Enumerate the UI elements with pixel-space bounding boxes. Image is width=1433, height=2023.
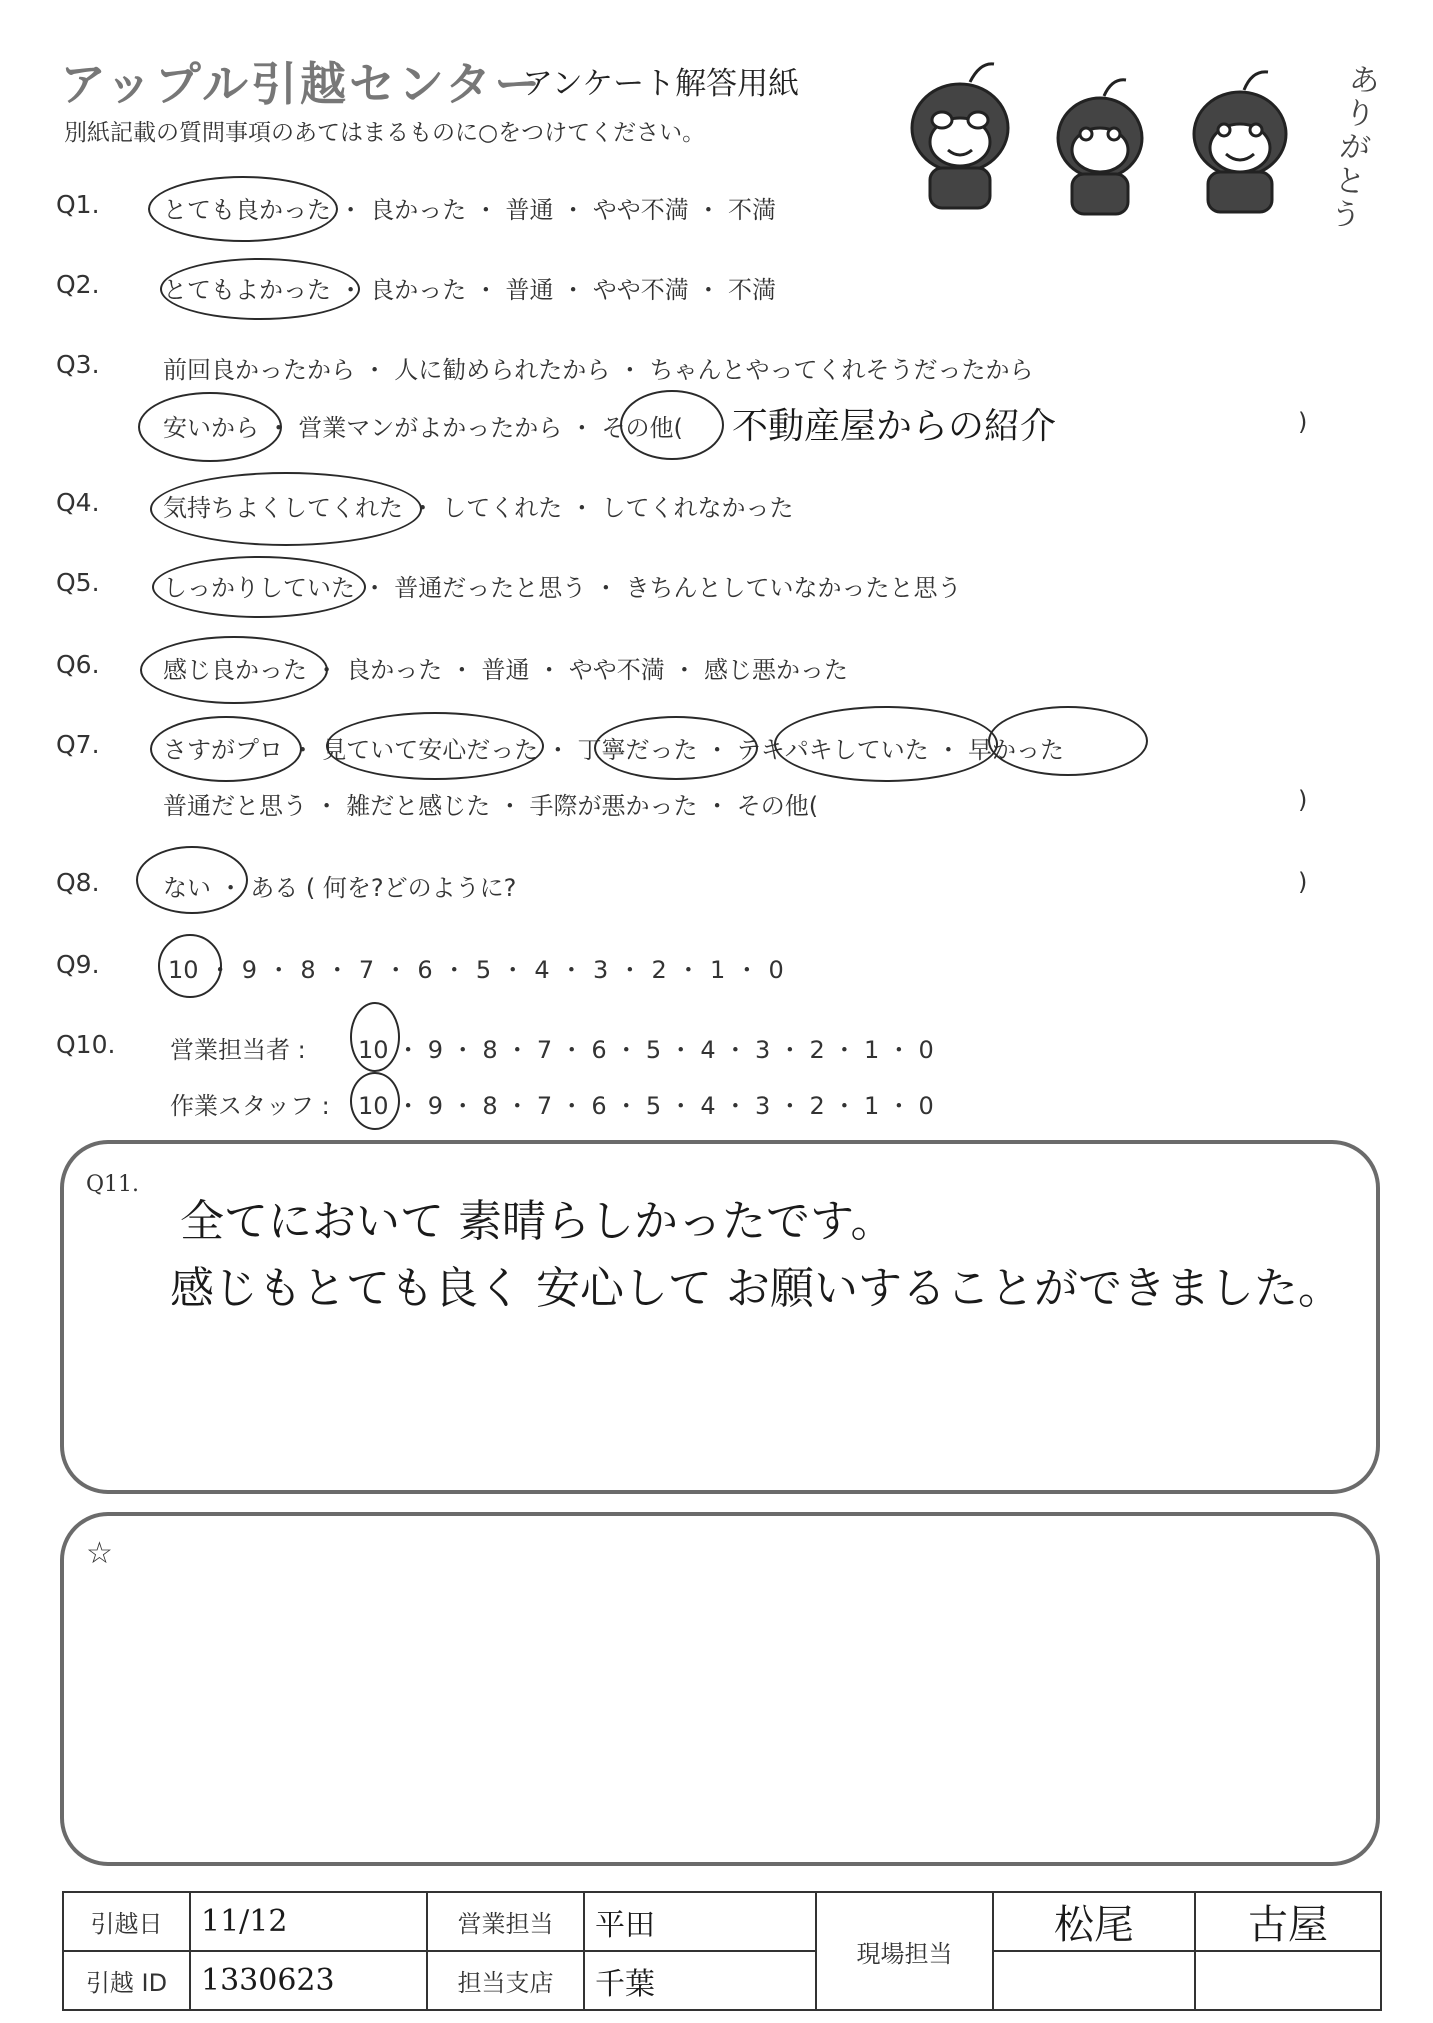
q10-staff-label: 作業スタッフ : [170, 1092, 330, 1120]
q6-options: 感じ良かった ・ 良かった ・ 普通 ・ やや不満 ・ 感じ悪かった [163, 656, 849, 684]
form-title: アンケート解答用紙 [522, 66, 800, 102]
q3-options-line1: 前回良かったから ・ 人に勧められたから ・ ちゃんとやってくれそうだったから [163, 356, 1034, 384]
q5-answer-circle [152, 556, 366, 618]
q11-comment-line1: 全てにおいて 素晴らしかったです。 [180, 1196, 895, 1247]
q4-answer-circle [150, 472, 422, 546]
move-date-label: 引越日 [63, 1892, 190, 1951]
q7-options-line2: 普通だと思う ・ 雑だと感じた ・ 手際が悪かった ・ その他( [163, 792, 819, 820]
q8-close-paren: ) [1298, 868, 1308, 896]
q9-answer-circle [158, 934, 222, 998]
branch-label: 担当支店 [427, 1951, 584, 2010]
q8-options: ない ・ ある ( 何を?どのように? [163, 874, 517, 902]
q1-options: とても良かった ・ 良かった ・ 普通 ・ やや不満 ・ 不満 [163, 196, 777, 224]
brand-title: アップル引越センター [60, 57, 544, 111]
q6-answer-circle [140, 636, 328, 704]
branch-value: 千葉 [584, 1951, 816, 2010]
q7-answer-circle-polite [594, 716, 758, 780]
q3-close-paren: ) [1298, 408, 1308, 436]
q7-answer-circle-safe [326, 712, 544, 780]
move-date-value: 11/12 [190, 1892, 427, 1951]
instructions: 別紙記載の質問事項のあてはまるものに○をつけてください。 [64, 120, 706, 146]
thanks-text: ありがとう [1328, 61, 1382, 235]
q10-sales-scale: 10 ・ 9 ・ 8 ・ 7 ・ 6 ・ 5 ・ 4 ・ 3 ・ 2 ・ 1 ・ 0 [358, 1036, 934, 1064]
q4-number: Q4. [56, 488, 100, 517]
q7-close-paren: ) [1298, 786, 1308, 814]
sales-rep-label: 営業担当 [427, 1892, 584, 1951]
star-box-label: ☆ [86, 1536, 113, 1571]
q4-options: 気持ちよくしてくれた ・ してくれた ・ してくれなかった [163, 494, 794, 522]
q7-answer-circle-pro [150, 716, 302, 782]
q6-number: Q6. [56, 650, 100, 679]
site-staff-name-2: 古屋 [1195, 1892, 1381, 1951]
site-staff-name-1: 松尾 [993, 1892, 1195, 1951]
move-id-label: 引越 ID [63, 1951, 190, 2010]
site-staff-label: 現場担当 [816, 1892, 993, 2010]
q10-number: Q10. [56, 1030, 116, 1059]
monkey-mascots-illustration [890, 50, 1340, 220]
q5-options: しっかりしていた ・ 普通だったと思う ・ きちんとしていなかったと思う [163, 574, 962, 602]
footer-info-table [62, 1891, 1382, 2011]
site-staff-empty-2 [1195, 1951, 1381, 2010]
q1-number: Q1. [56, 190, 100, 219]
q3-answer-circle-other [620, 390, 724, 460]
q11-label: Q11. [86, 1172, 140, 1197]
q7-options-line1: さすがプロ ・ 見ていて安心だった ・ 丁寧だった ・ テキパキしていた ・ 早かった [163, 736, 1065, 764]
q3-other-handwritten: 不動産屋からの紹介 [732, 406, 1057, 447]
q3-answer-circle-cheap [138, 392, 282, 462]
q9-number: Q9. [56, 950, 100, 979]
q10-staff-answer-circle [350, 1072, 400, 1130]
q10-sales-label: 営業担当者 : [170, 1036, 306, 1064]
q8-number: Q8. [56, 868, 100, 897]
q5-number: Q5. [56, 568, 100, 597]
q8-answer-circle [136, 846, 248, 914]
move-id-value: 1330623 [190, 1951, 427, 2010]
q2-number: Q2. [56, 270, 100, 299]
q10-staff-scale: 10 ・ 9 ・ 8 ・ 7 ・ 6 ・ 5 ・ 4 ・ 3 ・ 2 ・ 1 ・ 0 [358, 1092, 934, 1120]
star-comment-box [60, 1512, 1380, 1866]
q7-answer-circle-brisk [774, 706, 998, 782]
q11-comment-line2: 感じもとても良く 安心して お願いすることができました。 [170, 1263, 1342, 1314]
sales-rep-value: 平田 [584, 1892, 816, 1951]
site-staff-empty-1 [993, 1951, 1195, 2010]
q1-answer-circle [148, 176, 338, 242]
q2-answer-circle [160, 258, 360, 320]
q7-number: Q7. [56, 730, 100, 759]
q10-sales-answer-circle [350, 1002, 400, 1072]
q9-scale: 10 ・ 9 ・ 8 ・ 7 ・ 6 ・ 5 ・ 4 ・ 3 ・ 2 ・ 1 ・ 0 [168, 956, 784, 984]
q3-number: Q3. [56, 350, 100, 379]
q2-options: とてもよかった ・ 良かった ・ 普通 ・ やや不満 ・ 不満 [163, 276, 777, 304]
q3-options-line2: 安いから ・ 営業マンがよかったから ・ その他( [163, 414, 683, 442]
q7-answer-circle-fast [988, 706, 1148, 776]
